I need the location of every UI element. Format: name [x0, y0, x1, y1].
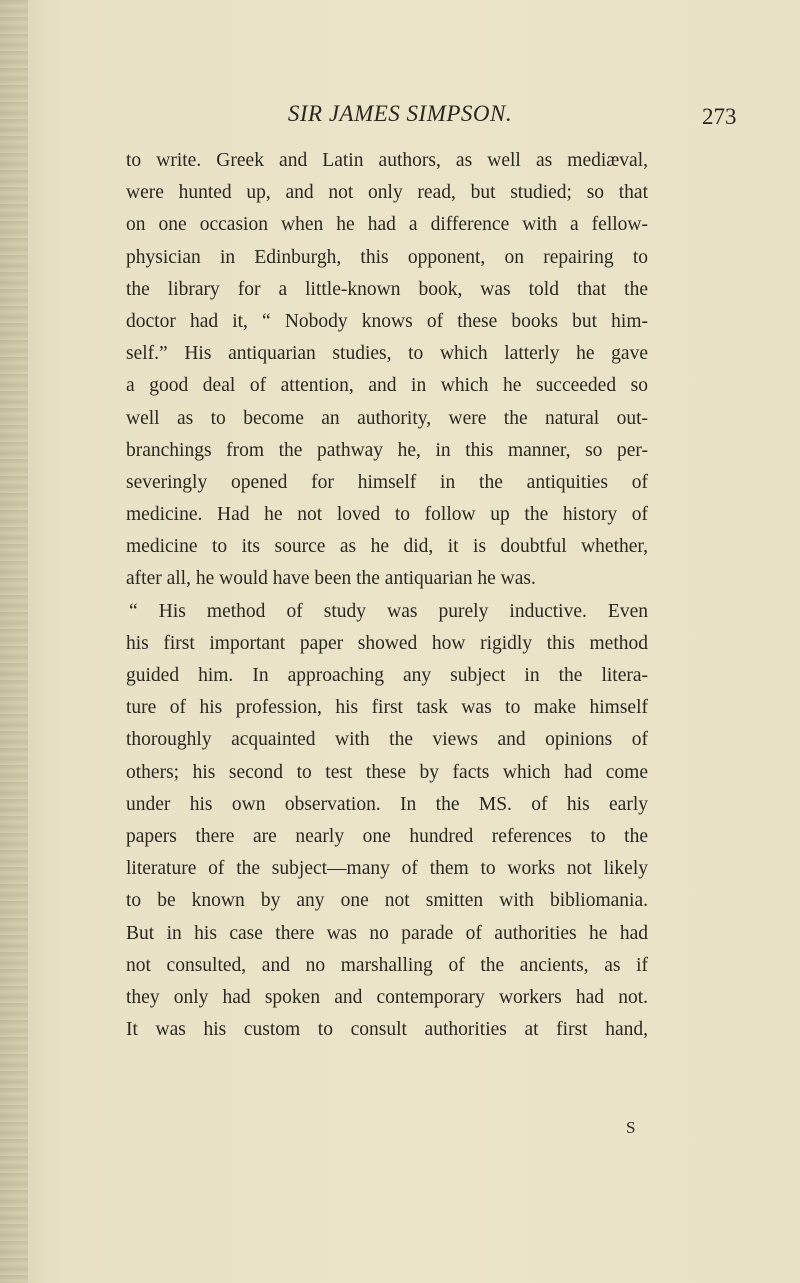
- text-line: on one occasion when he had a difference with a fellow-: [126, 214, 648, 236]
- text-line: papers there are nearly one hundred references to the: [126, 825, 648, 847]
- text-line: literature of the subject—many of them to works not likely: [126, 858, 648, 880]
- binding-edge: [0, 0, 28, 1283]
- text-line: not consulted, and no marshalling of the ancients, as if: [126, 954, 648, 976]
- body-text: [126, 145, 648, 1046]
- text-line: self.” His antiquarian studies, to which latterly he gave: [126, 343, 648, 365]
- signature-mark: S: [626, 1118, 636, 1137]
- text-line: medicine to its source as he did, it is doubtful whether,: [126, 536, 648, 558]
- text-line: after all, he would have been the antiquarian he was.: [126, 568, 536, 590]
- text-line: others; his second to test these by facts which had come: [126, 761, 648, 783]
- text-line: the library for a little-known book, was told that the: [126, 278, 648, 300]
- text-line: under his own observation. In the MS. of his early: [126, 793, 648, 815]
- text-line: to be known by any one not smitten with bibliomania.: [126, 890, 648, 912]
- text-line: It was his custom to consult authorities at first hand,: [126, 1019, 648, 1041]
- page-number: 273: [702, 104, 737, 129]
- text-line: thoroughly acquainted with the views and opinions of: [126, 729, 648, 751]
- text-line: physician in Edinburgh, this opponent, on repairing to: [126, 246, 648, 268]
- text-line: doctor had it, “ Nobody knows of these books but him-: [126, 310, 648, 332]
- text-line: to write. Greek and Latin authors, as well as mediæval,: [126, 150, 648, 171]
- text-line: well as to become an authority, were the natural out-: [126, 407, 648, 429]
- running-title: SIR JAMES SIMPSON.: [287, 101, 513, 126]
- text-line: they only had spoken and contemporary workers had not.: [126, 986, 648, 1008]
- text-line: severingly opened for himself in the antiquities of: [126, 471, 648, 493]
- text-line: medicine. Had he not loved to follow up the history of: [126, 504, 648, 526]
- text-line: were hunted up, and not only read, but studied; so that: [126, 182, 648, 204]
- text-line: ture of his profession, his first task was to make himself: [126, 697, 648, 719]
- text-line: a good deal of attention, and in which he succeeded so: [126, 375, 648, 397]
- text-line: But in his case there was no parade of authorities he had: [126, 922, 648, 944]
- text-line: his first important paper showed how rigidly this method: [126, 632, 648, 654]
- text-line: guided him. In approaching any subject in the litera-: [126, 665, 648, 686]
- page-header: [0, 98, 800, 132]
- text-line: branchings from the pathway he, in this manner, so per-: [126, 439, 648, 461]
- text-line: “ His method of study was purely inductive. Even: [129, 600, 648, 622]
